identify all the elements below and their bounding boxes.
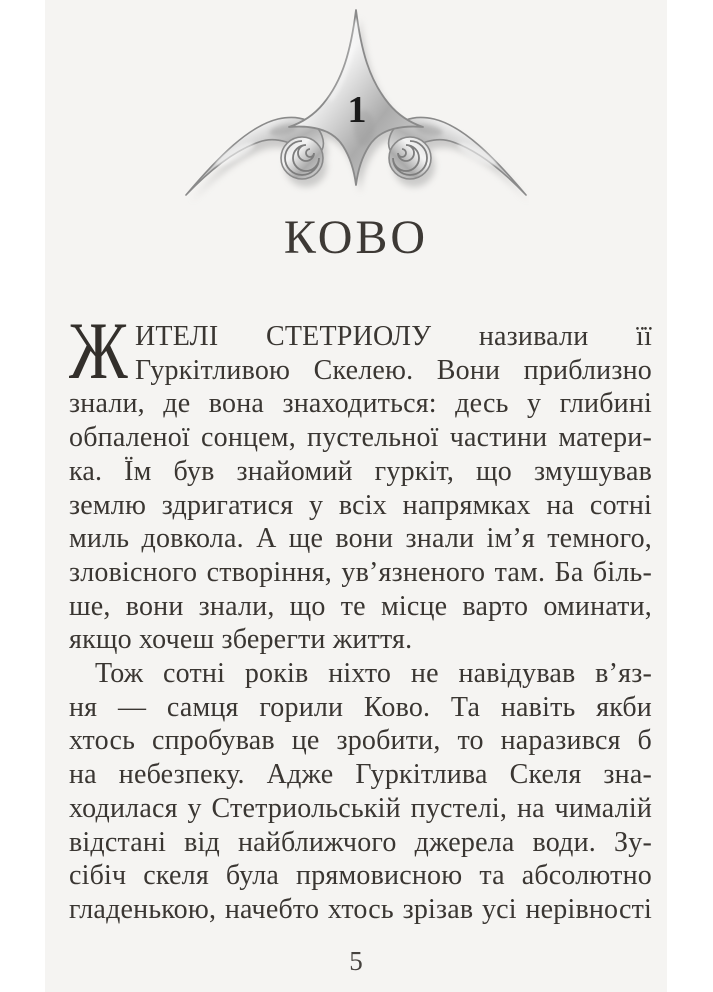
text-line: ня — самця горили Ково. Та навіть якби — [69, 691, 652, 723]
text-line: знали, де вона знаходиться: десь у глибині — [69, 388, 652, 420]
text-line: відстані від найближчого джерела води. Зу- — [69, 826, 652, 858]
text-line: сібіч скеля була прямовисною та абсолютно — [69, 860, 652, 892]
text-line: обпаленої сонцем, пустельної частини матери- — [69, 422, 652, 454]
text-line: зловісного створіння, ув’язненого там. Ба біль- — [69, 556, 652, 588]
text-line: землю здригатися у всіх напрямках на сотні — [69, 489, 652, 521]
text-line: миль довкола. А ще вони знали ім’я темного, — [69, 523, 652, 555]
text-line: якщо хочеш зберегти життя. — [69, 624, 413, 656]
text-line: Гуркітливою Скелею. Вони приблизно — [135, 354, 652, 386]
text-line: Тож сотні років ніхто не навідував в’яз- — [95, 658, 652, 690]
text-line: ше, вони знали, що те місце варто оминати, — [69, 590, 652, 622]
text-line: гладенькою, начебто хтось зрізав усі нерівності — [69, 893, 652, 925]
chapter-number: 1 — [347, 89, 367, 131]
chapter-ornament-icon — [183, 8, 529, 216]
chapter-title: КОВО — [283, 211, 429, 264]
paragraph — [69, 657, 652, 927]
drop-cap: Ж — [69, 305, 128, 396]
book-page — [45, 0, 667, 992]
text-line: ка. Їм був знайомий гуркіт, що змушував — [69, 455, 652, 487]
text-line: ИТЕЛІ СТЕТРИОЛУ називали її — [135, 321, 652, 352]
text-line: на небезпеку. Адже Гуркітлива Скеля зна- — [69, 759, 652, 791]
page-number: 5 — [349, 946, 363, 976]
text-line: хтось спробував це зробити, то наразився б — [69, 725, 652, 757]
paragraph — [69, 305, 652, 657]
body-text — [69, 305, 652, 927]
chapter-ornament — [183, 8, 529, 216]
text-line: ходилася у Стетриольській пустелі, на чималій — [69, 792, 652, 824]
